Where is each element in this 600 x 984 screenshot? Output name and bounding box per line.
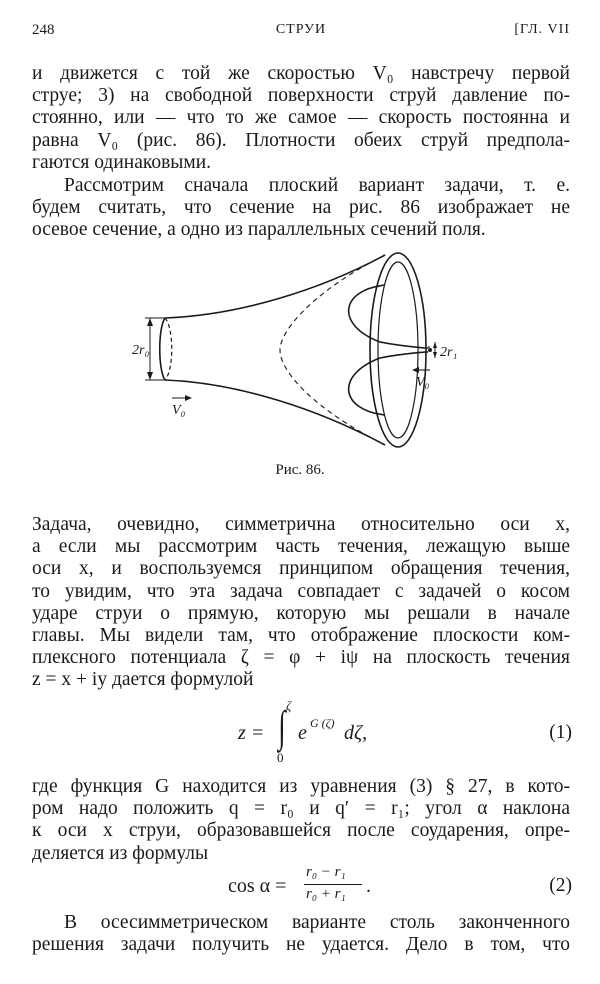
paragraph-symmetry	[32, 514, 570, 692]
page-number: 248	[32, 22, 55, 38]
text-line: главы. Мы видели там, что отображение плоскости ком-	[32, 625, 570, 647]
text-line: где функция G находится из уравнения (3) § 27, в кото-	[32, 776, 570, 797]
paragraph-plane-variant	[32, 175, 570, 242]
eq1-integrand: e	[298, 722, 307, 744]
funnel-lower-wall	[165, 380, 385, 445]
text-line: струе; 3) на свободной поверхности струй давление по-	[32, 85, 570, 107]
outlet-rim-inner	[378, 262, 418, 438]
text-line: и движется с той же скоростью V₀ навстречу первой	[32, 63, 570, 84]
figure-86-jet-diagram	[130, 250, 480, 460]
eq1-lower-limit: 0	[277, 750, 284, 765]
text-line: ударе струи о прямую, которую мы решали в начале	[32, 602, 570, 624]
eq1-upper-limit: ζ	[286, 698, 292, 713]
eq1-exponent: G (ζ)	[310, 716, 335, 730]
text-line: деляется из формулы	[32, 842, 209, 864]
text-line: стоянно, или — что то же самое — скорость постоянна и	[32, 107, 570, 129]
eq2-denominator: r₀ + r₁	[306, 886, 346, 902]
text-line: В осесимметрическом варианте столь законченного	[64, 912, 570, 933]
paragraph-function-g	[32, 776, 570, 865]
eq2-number: (2)	[549, 875, 572, 896]
text-line: z = x + iy дается формулой	[32, 669, 254, 691]
funnel-upper-wall	[165, 255, 385, 318]
text-line: решения задачи получить не удается. Дело в том, что	[32, 934, 570, 956]
eq1-number: (1)	[549, 722, 572, 743]
inlet-front-edge	[160, 318, 165, 380]
text-line: равна V₀ (рис. 86). Плотности обеих струй предпола-	[32, 129, 570, 151]
section-title: СТРУИ	[275, 22, 327, 37]
label-v0-right: V₀	[416, 375, 430, 390]
text-line: гаются одинаковыми.	[32, 151, 212, 173]
eq1-lhs: z =	[238, 722, 265, 744]
equation-2	[0, 866, 600, 906]
text-line: к оси x струи, образовавшейся после соударения, опре-	[32, 820, 570, 842]
text-line: Задача, очевидно, симметрична относительно оси x,	[32, 514, 570, 535]
chapter-label: [ГЛ. VII	[514, 22, 570, 37]
equation-1	[0, 700, 600, 770]
label-2r0: 2r₀	[132, 343, 150, 358]
text-line: будем считать, что сечение на рис. 86 изображает не	[32, 197, 570, 219]
paragraph-axisymmetric	[32, 912, 570, 956]
running-header	[32, 22, 570, 44]
fraction-bar	[304, 884, 362, 885]
label-2r1: 2r₁	[440, 345, 458, 360]
text-line: осевое сечение, а одно из параллельных сечений поля.	[32, 219, 486, 241]
eq2-numerator: r₀ − r₁	[306, 864, 346, 880]
text-line: Рассмотрим сначала плоский вариант задачи, т. е.	[64, 175, 570, 196]
text-line: то увидим, что эта задача совпадает с задачей о косом	[32, 580, 570, 602]
inlet-back-edge	[165, 318, 172, 380]
eq1-differential: dζ,	[344, 722, 368, 744]
text-line: а если мы рассмотрим часть течения, лежащую выше	[32, 536, 570, 558]
eq2-lhs: cos α =	[228, 875, 287, 897]
label-v0-left: V₀	[172, 403, 186, 418]
figure-caption: Рис. 86.	[275, 462, 325, 478]
paragraph-continuation	[32, 63, 570, 174]
text-line: ром надо положить q = r₀ и q′ = r₁; угол α наклона	[32, 798, 570, 820]
text-line: оси x, и воспользуемся принципом обращения течения,	[32, 558, 570, 580]
integral-sign: ∫	[278, 702, 286, 751]
eq2-trail: .	[366, 875, 371, 897]
text-line: плексного потенциала ζ = φ + iψ на плоскость течения	[32, 647, 570, 669]
